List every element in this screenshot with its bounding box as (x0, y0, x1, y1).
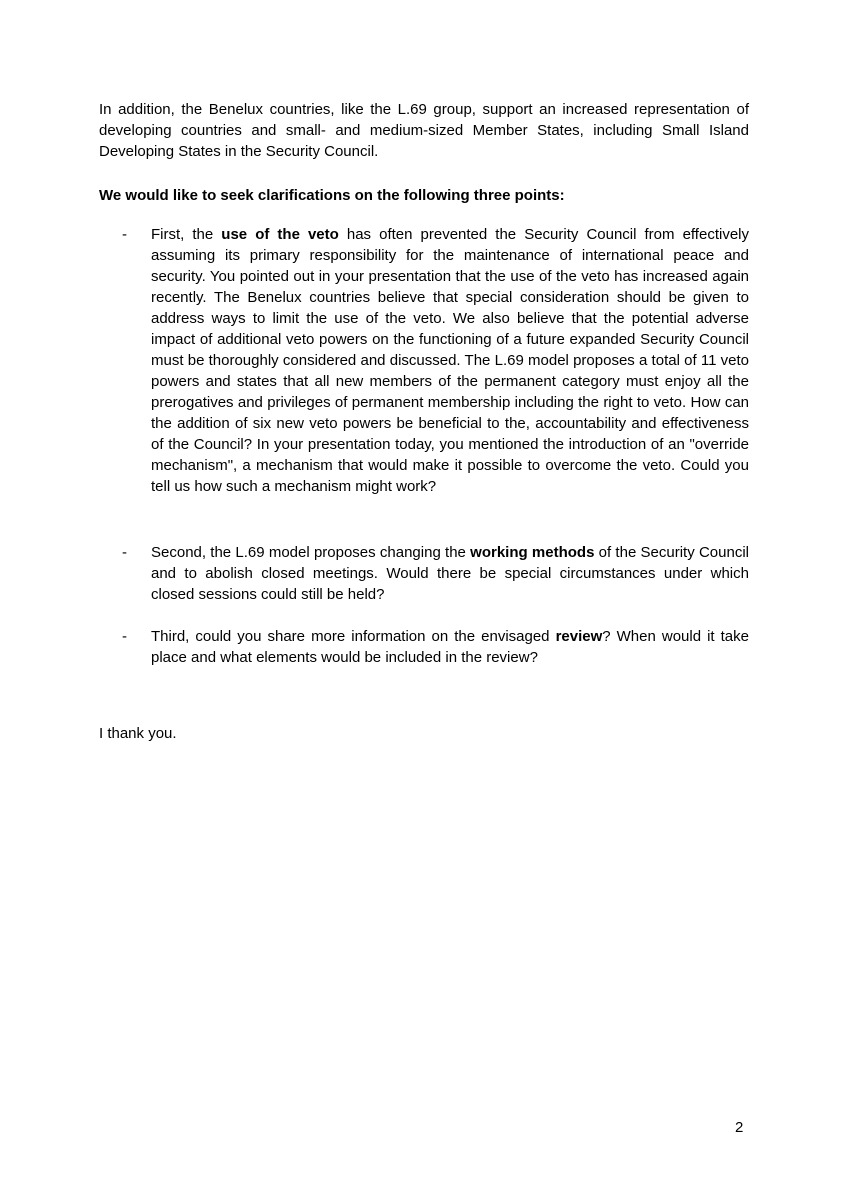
intro-paragraph: In addition, the Benelux countries, like the L.69 group, support an increased representation of developing countries and small- and medium-sized Member States, including Small Island Developing States in the Security Council. (99, 101, 749, 160)
bullet-text-start: Second, the L.69 model proposes changing the (151, 544, 471, 561)
bullet-dash: - (122, 544, 127, 561)
bullet-text-rest: has often prevented the Security Council from effectively assuming its primary responsibility for the maintenance of international peace and security. You pointed out in your presentation that the use of the veto has increased again recently. The Benelux countries believe that special consideration should be given to address ways to limit the use of the veto. We also believe that the potential adverse impact of additional veto powers on the functioning of a future expanded Security Council must be thoroughly considered and discussed. The L.69 model proposes a total of 11 veto powers and states that all new members of the permanent category must enjoy all the prerogatives and privileges of permanent membership including the right to veto. How can the addition of six new veto powers be beneficial to the, accountability and effectiveness of the Council? In your presentation today, you mentioned the introduction of an "override mechanism", a mechanism that would make it possible to overcome the veto. Could you tell us how such a mechanism might work? (151, 226, 749, 495)
questions-heading: We would like to seek clarifications on the following three points: (99, 187, 565, 204)
bullet-text (151, 224, 749, 497)
bullet-dash: - (122, 628, 127, 645)
closing-remark: I thank you. (99, 725, 177, 742)
bullet-emphasis: review (555, 628, 603, 645)
bullet-emphasis: working methods (470, 544, 595, 561)
bullet-text (151, 542, 749, 605)
bullet-text-start: Third, could you share more information on the envisaged (151, 628, 556, 645)
page-number: 2 (735, 1119, 744, 1136)
bullet-text-rest: ? When would it take place and what elements would be included in the review? (151, 628, 749, 666)
bullet-text-start: First, the (151, 226, 222, 243)
bullet-text (151, 626, 749, 668)
bullet-dash: - (122, 226, 127, 243)
bullet-text-rest: of the Security Council and to abolish closed meetings. Would there be special circumstances under which closed sessions could still be held? (151, 544, 749, 603)
bullet-emphasis: use of the veto (221, 226, 339, 243)
